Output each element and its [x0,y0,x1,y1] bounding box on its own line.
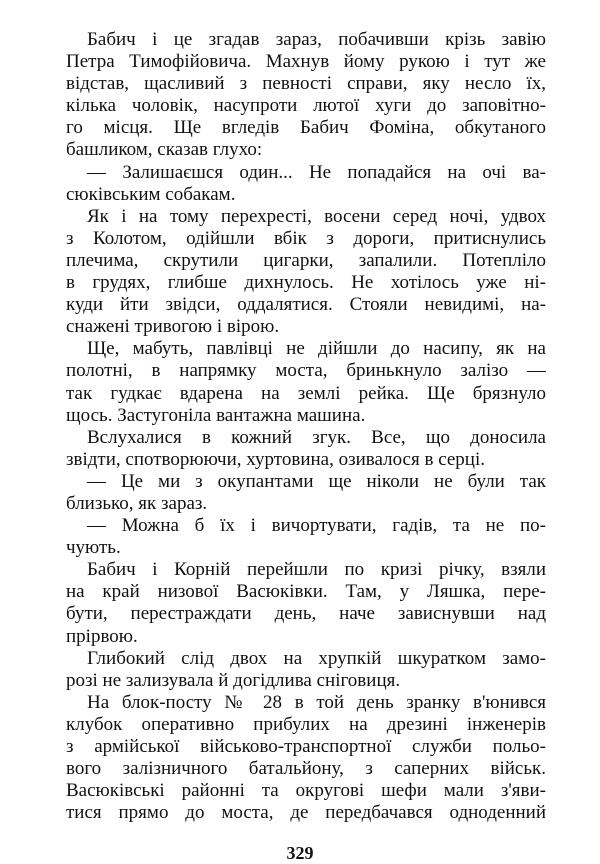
text-line: го місця. Ще вгледів Бабич Фоміна, обкутаного [66,117,546,139]
text-line: полотні, в напрямку моста, бринькнуло залізо — [66,360,546,382]
text-line: відстав, щасливий з певності справи, яку несло їх, [66,73,546,95]
text-line: — Залишаєшся один... Не попадайся на очі ва- [87,161,546,183]
text-line: з Колотом, одійшли вбік з дороги, притиснулись [66,227,546,249]
text-line: Ще, мабуть, павлівці не дійшли до насипу, як на [87,338,546,360]
text-line: башликом, сказав глухо: [66,139,263,161]
text-line: на край низової Васюківки. Там, у Ляшка, пере- [66,581,546,603]
text-line: з армійської військово-транспортної служби польо- [66,736,546,757]
paragraph [66,162,546,206]
text-line: прірвою. [66,625,138,647]
text-line: — Можна б їх і вичортувати, гадів, та не по- [87,515,546,537]
text-line: Васюківські районні та округові шефи мали з'яви- [66,780,546,802]
text-line: снажені тривогою і вірою. [66,316,280,338]
paragraph [66,559,546,647]
text-line: Бабич і це згадав зараз, побачивши крізь завію [87,29,546,50]
text-line: вого залізничного батальйону, з саперних військ. [66,758,546,780]
paragraph [66,648,546,692]
text-line: На блок-посту № 28 в той день зранку в'юнився [87,691,546,713]
text-line: плечима, скрутили цигарки, запалили. Потепліло [66,249,546,271]
paragraph [66,692,546,825]
text-line: — Це ми з окупантами ще ніколи не були так [87,470,546,492]
text-line: Глибокий слід двох на хрупкій шкуратком замо- [87,647,546,669]
text-line: чують. [66,537,121,559]
text-line: сюківським собакам. [66,183,236,205]
text-line: Як і на тому перехресті, восени серед ночі, удвох [87,205,546,227]
paragraph [66,338,546,426]
paragraph [66,515,546,559]
text-line: Бабич і Корній перейшли по кризі річку, взяли [87,559,546,581]
text-line: бути, перестраждати день, наче зависнувши над [66,603,546,625]
text-line: щось. Застугоніла вантажна машина. [66,404,366,426]
text-line: Вслухалися в кожний згук. Все, що доносила [87,426,546,448]
text-line: в грудях, глибше дихнулось. Не хотілось уже ні- [66,272,546,294]
page-number: 329 [286,843,314,864]
text-line: розі не зализувала й догідлива сніговиця. [66,669,401,691]
page-body-text [66,0,546,824]
paragraph [66,427,546,471]
paragraph [66,471,546,515]
text-line: звідти, спотворюючи, хуртовина, озивалося в серці. [66,448,485,470]
text-line: куди йти звідси, оддалятися. Стояли невидимі, на- [66,294,546,316]
paragraph [66,29,546,162]
text-line: Петра Тимофійовича. Махнув йому рукою і тут же [66,51,546,73]
text-line: тися прямо до моста, де передбачався одноденний [66,802,546,824]
text-line: кілька чоловік, насупроти лютої хуги до заповітно- [66,95,546,117]
text-line: так гудкає вдарена на землі рейка. Ще брязнуло [66,382,546,404]
text-line: клубок оперативно прибулих на дрезині інженерів [66,713,546,735]
paragraph [66,206,546,339]
text-line: близько, як зараз. [66,492,208,514]
